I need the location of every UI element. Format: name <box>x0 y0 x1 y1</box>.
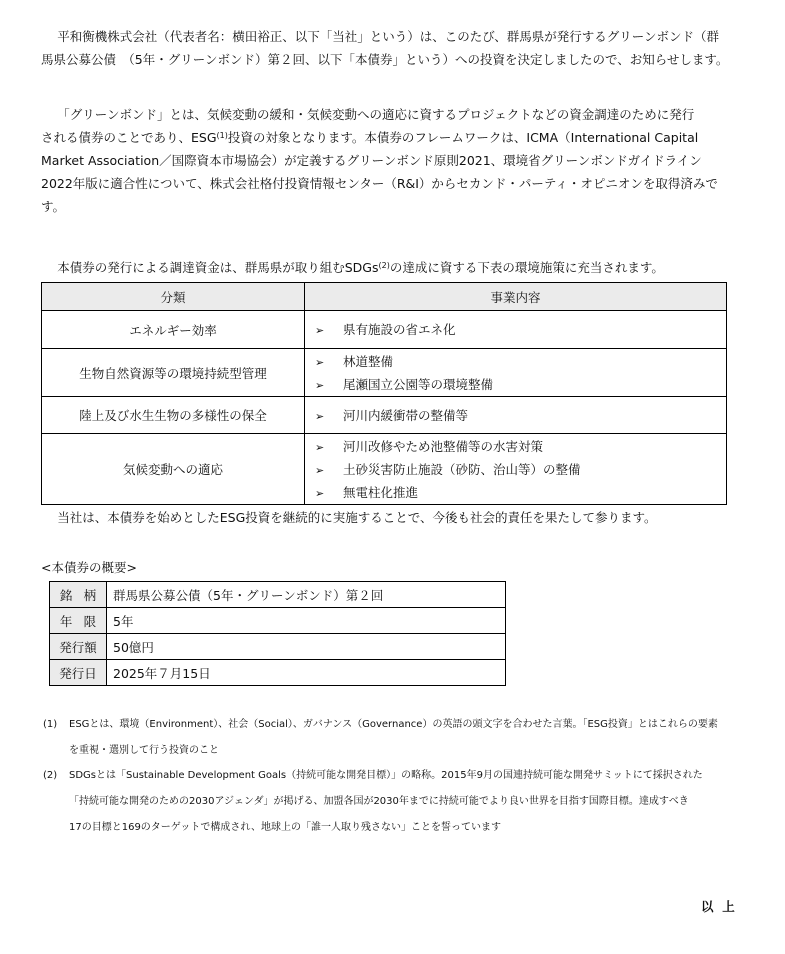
summary-key: 発行日 <box>50 660 107 686</box>
footnote-ref-1: (1) <box>216 131 228 140</box>
arrow-bullet-icon: ➢ <box>315 409 325 423</box>
table-row <box>50 634 506 660</box>
footnote-number: (2) <box>43 770 58 781</box>
table-row <box>42 434 727 505</box>
items-cell <box>305 349 727 397</box>
summary-title: <本債券の概要> <box>41 560 137 575</box>
list-item <box>315 458 726 481</box>
footnote-ref-2: (2) <box>378 261 390 270</box>
allocation-lead-text: 本債券の発行による調達資金は、群馬県が取り組むSDGs <box>57 260 379 275</box>
header-business: 事業内容 <box>305 283 727 311</box>
footnote-line: ESGとは、環境（Environment）、社会（Social）、ガバナンス（Governance）の英語の頭文字を合わせた言葉。「ESG投資」とはこれらの要素 <box>69 719 718 730</box>
footnote-number: (1) <box>43 719 58 730</box>
table-row <box>50 582 506 608</box>
closing-statement: 当社は、本債券を始めとしたESG投資を継続的に実施することで、今後も社会的責任を果たして参ります。 <box>57 510 657 525</box>
arrow-bullet-icon: ➢ <box>315 440 325 454</box>
summary-key: 発行額 <box>50 634 107 660</box>
category-cell: 気候変動への適応 <box>42 434 305 505</box>
green-bond-line: Market Association／国際資本市場協会）が定義するグリーンボンド原則2021、環境省グリーンボンドガイドライン <box>41 153 702 168</box>
list-item <box>315 435 726 458</box>
items-cell <box>305 434 727 505</box>
intro-line: 平和衡機株式会社（代表者名：横田裕正、以下「当社」という）は、このたび、群馬県が発行するグリーンボンド（群 <box>57 29 720 44</box>
footnote-2 <box>43 763 733 841</box>
list-item <box>315 404 726 427</box>
allocation-header-row <box>42 283 727 311</box>
summary-key-text: 年限 <box>59 613 108 629</box>
footnote-line: を重視・選別して行う投資のこと <box>69 745 219 756</box>
table-row <box>42 349 727 397</box>
end-mark: 以上 <box>701 899 744 914</box>
green-bond-line-text: 投資の対象となります。本債券のフレームワークは、ICMA（International Capital <box>227 130 699 145</box>
intro-paragraph <box>41 25 741 71</box>
summary-key-text: 銘柄 <box>59 587 108 603</box>
item-text: 県有施設の省エネ化 <box>343 322 456 337</box>
item-text: 土砂災害防止施設（砂防、治山等）の整備 <box>343 461 581 477</box>
list-item <box>315 373 726 396</box>
allocation-lead-text: の達成に資する下表の環境施策に充当されます。 <box>389 260 664 275</box>
arrow-bullet-icon: ➢ <box>315 378 325 392</box>
item-text: 尾瀬国立公園等の環境整備 <box>343 376 494 392</box>
green-bond-line: 「グリーンボンド」とは、気候変動の緩和・気候変動への適応に資するプロジェクトなどの資金調達のために発行 <box>57 107 695 122</box>
intro-line: 馬県公募公債 （5年・グリーンボンド）第２回、以下「本債券」という）への投資を決定しましたので、お知らせします。 <box>41 52 729 67</box>
footnote-line: 「持続可能な開発のための2030アジェンダ」が掲げる、加盟各国が2030年までに持続可能でより良い世界を目指す国際目標。達成すべき <box>69 796 689 807</box>
arrow-bullet-icon: ➢ <box>315 355 325 369</box>
arrow-bullet-icon: ➢ <box>315 324 325 337</box>
arrow-bullet-icon: ➢ <box>315 463 325 477</box>
footnote-line: 17の目標と169のターゲットで構成され、地球上の「誰一人取り残さない」ことを誓っています <box>69 822 502 833</box>
footnote-1 <box>43 712 733 764</box>
green-bond-line: 2022年版に適合性について、株式会社格付投資情報センター（R&I）からセカンド・パーティ・オピニオンを取得済みで <box>41 176 718 191</box>
table-row <box>42 397 727 434</box>
item-text: 河川内緩衝帯の整備等 <box>343 407 469 423</box>
category-cell: エネルギー効率 <box>42 311 305 349</box>
summary-key <box>50 608 107 634</box>
list-item <box>315 350 726 373</box>
table-row <box>42 311 727 349</box>
item-text: 無電柱化推進 <box>343 484 419 500</box>
item-text: 林道整備 <box>343 353 394 369</box>
summary-key <box>50 582 107 608</box>
category-cell: 陸上及び水生生物の多様性の保全 <box>42 397 305 434</box>
list-item <box>315 318 726 341</box>
green-bond-line <box>41 126 741 149</box>
list-item <box>315 481 726 504</box>
table-row <box>50 608 506 634</box>
summary-table <box>49 581 506 686</box>
arrow-bullet-icon: ➢ <box>315 486 325 500</box>
allocation-lead <box>41 256 741 279</box>
items-cell <box>305 397 727 434</box>
summary-value: 5年 <box>107 608 506 634</box>
green-bond-line: す。 <box>41 199 66 214</box>
item-text: 河川改修やため池整備等の水害対策 <box>343 438 544 454</box>
table-row <box>50 660 506 686</box>
items-cell <box>305 311 727 349</box>
header-category: 分類 <box>42 283 305 311</box>
green-bond-paragraph <box>41 103 741 218</box>
allocation-table <box>41 282 727 505</box>
footnote-line: SDGsとは「Sustainable Development Goals（持続可能な開発目標）」の略称。2015年9月の国連持続可能な開発サミットにて採択された <box>69 770 703 781</box>
summary-value: 50億円 <box>107 634 506 660</box>
summary-value: 2025年７月15日 <box>107 660 506 686</box>
category-cell: 生物自然資源等の環境持続型管理 <box>42 349 305 397</box>
green-bond-line-text: される債券のことであり、ESG <box>41 130 217 145</box>
summary-value: 群馬県公募公債（5年・グリーンボンド）第２回 <box>107 582 506 608</box>
